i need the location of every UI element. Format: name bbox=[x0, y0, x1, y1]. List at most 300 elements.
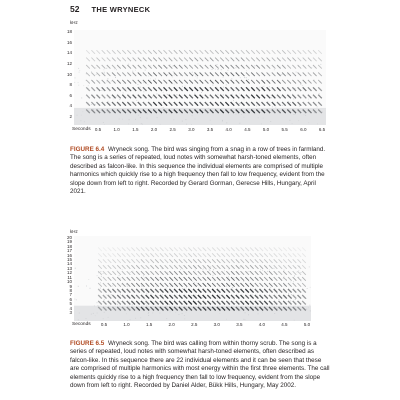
noise-speck bbox=[259, 91, 260, 92]
harmonic-stroke bbox=[236, 259, 240, 263]
harmonic-stroke bbox=[264, 253, 268, 257]
harmonic-stroke bbox=[165, 301, 169, 305]
harmonic-stroke bbox=[236, 95, 240, 99]
harmonic-stroke bbox=[150, 253, 154, 257]
harmonic-stroke bbox=[318, 95, 322, 99]
harmonic-stroke bbox=[272, 65, 276, 69]
noise-speck bbox=[302, 85, 303, 86]
noise-speck bbox=[272, 305, 273, 306]
harmonic-stroke bbox=[288, 259, 292, 263]
harmonic-stroke bbox=[279, 271, 283, 275]
noise-speck bbox=[127, 286, 128, 287]
harmonic-stroke bbox=[160, 295, 164, 299]
harmonic-stroke bbox=[200, 80, 204, 84]
harmonic-stroke bbox=[155, 283, 159, 287]
harmonic-stroke bbox=[264, 295, 268, 299]
song-element bbox=[158, 50, 162, 113]
x-tick-label: 2.0 bbox=[150, 127, 158, 132]
noise-speck bbox=[281, 74, 282, 75]
harmonic-stroke bbox=[189, 58, 193, 62]
harmonic-stroke bbox=[98, 265, 102, 269]
harmonic-stroke bbox=[141, 277, 145, 281]
harmonic-stroke bbox=[136, 283, 140, 287]
harmonic-stroke bbox=[287, 87, 291, 91]
noise-speck bbox=[173, 84, 174, 85]
harmonic-stroke bbox=[241, 247, 245, 251]
harmonic-stroke bbox=[117, 65, 121, 69]
noise-speck bbox=[118, 300, 119, 301]
noise-speck bbox=[269, 269, 270, 270]
harmonic-stroke bbox=[198, 295, 202, 299]
noise-speck bbox=[309, 266, 310, 267]
harmonic-stroke bbox=[179, 259, 183, 263]
song-element bbox=[277, 50, 281, 113]
noise-speck bbox=[284, 270, 285, 271]
y-tick-label: 14 bbox=[66, 261, 72, 267]
harmonic-stroke bbox=[260, 289, 264, 293]
harmonic-stroke bbox=[241, 283, 245, 287]
harmonic-stroke bbox=[226, 295, 230, 299]
harmonic-stroke bbox=[148, 95, 152, 99]
noise-speck bbox=[282, 74, 283, 75]
harmonic-stroke bbox=[262, 50, 266, 54]
noise-speck bbox=[155, 79, 156, 80]
harmonic-stroke bbox=[146, 271, 150, 275]
song-element bbox=[279, 247, 283, 310]
noise-speck bbox=[182, 288, 183, 289]
harmonic-stroke bbox=[302, 271, 306, 275]
harmonic-stroke bbox=[179, 295, 183, 299]
x-tick-label: 2.5 bbox=[169, 127, 176, 132]
harmonic-stroke bbox=[298, 265, 302, 269]
noise-speck bbox=[287, 74, 288, 75]
harmonic-stroke bbox=[215, 102, 219, 106]
harmonic-stroke bbox=[179, 265, 183, 269]
harmonic-stroke bbox=[292, 73, 296, 77]
harmonic-stroke bbox=[241, 259, 245, 263]
harmonic-stroke bbox=[313, 73, 317, 77]
harmonic-stroke bbox=[138, 102, 142, 106]
harmonic-stroke bbox=[169, 271, 173, 275]
harmonic-stroke bbox=[174, 259, 178, 263]
harmonic-stroke bbox=[287, 95, 291, 99]
harmonic-stroke bbox=[179, 283, 183, 287]
harmonic-stroke bbox=[112, 65, 116, 69]
harmonic-stroke bbox=[313, 50, 317, 54]
harmonic-stroke bbox=[195, 102, 199, 106]
harmonic-stroke bbox=[174, 283, 178, 287]
harmonic-stroke bbox=[308, 50, 312, 54]
noise-speck bbox=[267, 271, 268, 272]
noise-speck bbox=[186, 287, 187, 288]
harmonic-stroke bbox=[269, 295, 273, 299]
harmonic-stroke bbox=[150, 301, 154, 305]
noise-speck bbox=[202, 297, 203, 298]
harmonic-stroke bbox=[288, 295, 292, 299]
noise-speck bbox=[217, 298, 218, 299]
harmonic-stroke bbox=[220, 58, 224, 62]
harmonic-stroke bbox=[210, 65, 214, 69]
noise-speck bbox=[104, 72, 105, 73]
song-element bbox=[117, 50, 121, 113]
noise-speck bbox=[191, 295, 192, 296]
harmonic-stroke bbox=[97, 102, 101, 106]
harmonic-stroke bbox=[127, 295, 131, 299]
harmonic-stroke bbox=[174, 289, 178, 293]
noise-speck bbox=[147, 84, 148, 85]
harmonic-stroke bbox=[200, 95, 204, 99]
noise-speck bbox=[74, 299, 75, 300]
harmonic-stroke bbox=[198, 259, 202, 263]
harmonic-stroke bbox=[205, 73, 209, 77]
x-axis-label: Seconds bbox=[72, 322, 91, 327]
harmonic-stroke bbox=[225, 87, 229, 91]
harmonic-stroke bbox=[282, 58, 286, 62]
noise-speck bbox=[290, 301, 291, 302]
song-element bbox=[131, 247, 135, 310]
noise-speck bbox=[185, 86, 186, 87]
noise-speck bbox=[83, 85, 84, 86]
harmonic-stroke bbox=[146, 301, 150, 305]
harmonic-stroke bbox=[193, 271, 197, 275]
noise-speck bbox=[146, 293, 147, 294]
noise-speck bbox=[195, 76, 196, 77]
harmonic-stroke bbox=[298, 80, 302, 84]
harmonic-stroke bbox=[245, 295, 249, 299]
harmonic-stroke bbox=[155, 301, 159, 305]
harmonic-stroke bbox=[274, 253, 278, 257]
noise-speck bbox=[78, 82, 79, 83]
harmonic-stroke bbox=[200, 102, 204, 106]
harmonic-stroke bbox=[169, 65, 173, 69]
harmonic-stroke bbox=[160, 283, 164, 287]
harmonic-stroke bbox=[103, 247, 107, 251]
noise-speck bbox=[148, 76, 149, 77]
harmonic-stroke bbox=[174, 65, 178, 69]
harmonic-stroke bbox=[203, 253, 207, 257]
harmonic-stroke bbox=[203, 289, 207, 293]
harmonic-stroke bbox=[251, 73, 255, 77]
noise-speck bbox=[209, 269, 210, 270]
song-element bbox=[302, 247, 306, 310]
y-tick-label: 10 bbox=[66, 71, 72, 77]
y-tick-label: 12 bbox=[66, 270, 72, 276]
harmonic-stroke bbox=[308, 95, 312, 99]
harmonic-stroke bbox=[112, 277, 116, 281]
y-tick-label: 13 bbox=[66, 265, 72, 271]
harmonic-stroke bbox=[251, 95, 255, 99]
noise-speck bbox=[104, 299, 105, 300]
noise-speck bbox=[75, 268, 76, 269]
harmonic-stroke bbox=[155, 247, 159, 251]
harmonic-stroke bbox=[108, 277, 112, 281]
harmonic-stroke bbox=[298, 289, 302, 293]
harmonic-stroke bbox=[260, 283, 264, 287]
harmonic-stroke bbox=[198, 253, 202, 257]
harmonic-stroke bbox=[146, 283, 150, 287]
song-element bbox=[203, 247, 207, 310]
noise-speck bbox=[301, 272, 302, 273]
song-element bbox=[303, 50, 307, 113]
noise-speck bbox=[170, 64, 171, 65]
harmonic-stroke bbox=[292, 87, 296, 91]
harmonic-stroke bbox=[127, 271, 131, 275]
harmonic-stroke bbox=[303, 102, 307, 106]
figure-number: FIGURE 6.4 bbox=[70, 146, 105, 153]
song-element bbox=[274, 247, 278, 310]
harmonic-stroke bbox=[246, 80, 250, 84]
harmonic-stroke bbox=[318, 65, 322, 69]
harmonic-stroke bbox=[174, 265, 178, 269]
harmonic-stroke bbox=[108, 295, 112, 299]
harmonic-stroke bbox=[127, 87, 131, 91]
noise-speck bbox=[224, 270, 225, 271]
noise-speck bbox=[79, 70, 80, 71]
harmonic-stroke bbox=[212, 283, 216, 287]
noise-speck bbox=[88, 279, 89, 280]
noise-speck bbox=[213, 269, 214, 270]
noise-speck bbox=[103, 273, 104, 274]
noise-speck bbox=[170, 286, 171, 287]
noise-speck bbox=[223, 94, 224, 95]
harmonic-stroke bbox=[155, 265, 159, 269]
harmonic-stroke bbox=[205, 80, 209, 84]
harmonic-stroke bbox=[189, 50, 193, 54]
noise-speck bbox=[293, 98, 294, 99]
harmonic-stroke bbox=[274, 247, 278, 251]
harmonic-stroke bbox=[133, 65, 137, 69]
noise-speck bbox=[163, 299, 164, 300]
noise-speck bbox=[184, 305, 185, 306]
harmonic-stroke bbox=[302, 253, 306, 257]
x-tick-label: 6.5 bbox=[318, 127, 326, 132]
song-element bbox=[153, 50, 157, 113]
harmonic-stroke bbox=[236, 265, 240, 269]
harmonic-stroke bbox=[122, 58, 126, 62]
harmonic-stroke bbox=[272, 80, 276, 84]
harmonic-stroke bbox=[189, 87, 193, 91]
noise-speck bbox=[78, 85, 79, 86]
harmonic-stroke bbox=[318, 87, 322, 91]
harmonic-stroke bbox=[212, 295, 216, 299]
y-tick-label: 12 bbox=[66, 60, 72, 66]
harmonic-stroke bbox=[91, 65, 95, 69]
song-element bbox=[231, 50, 235, 113]
harmonic-stroke bbox=[198, 271, 202, 275]
harmonic-stroke bbox=[102, 80, 106, 84]
harmonic-stroke bbox=[222, 265, 226, 269]
song-element bbox=[225, 50, 229, 113]
harmonic-stroke bbox=[231, 102, 235, 106]
noise-speck bbox=[150, 78, 151, 79]
harmonic-stroke bbox=[292, 65, 296, 69]
noise-speck bbox=[234, 299, 235, 300]
harmonic-stroke bbox=[158, 50, 162, 54]
noise-speck bbox=[274, 69, 275, 70]
noise-speck bbox=[169, 304, 170, 305]
y-tick-label: 14 bbox=[66, 50, 72, 56]
harmonic-stroke bbox=[236, 253, 240, 257]
harmonic-stroke bbox=[131, 271, 135, 275]
song-element bbox=[198, 247, 202, 310]
harmonic-stroke bbox=[112, 80, 116, 84]
harmonic-stroke bbox=[112, 73, 116, 77]
harmonic-stroke bbox=[282, 80, 286, 84]
harmonic-stroke bbox=[141, 289, 145, 293]
harmonic-stroke bbox=[210, 73, 214, 77]
song-element bbox=[165, 247, 169, 310]
harmonic-stroke bbox=[146, 277, 150, 281]
noise-speck bbox=[234, 284, 235, 285]
harmonic-stroke bbox=[148, 50, 152, 54]
noise-speck bbox=[115, 77, 116, 78]
harmonic-stroke bbox=[303, 95, 307, 99]
noise-speck bbox=[270, 287, 271, 288]
harmonic-stroke bbox=[112, 247, 116, 251]
noise-speck bbox=[141, 285, 142, 286]
harmonic-stroke bbox=[245, 253, 249, 257]
harmonic-stroke bbox=[169, 301, 173, 305]
noise-speck bbox=[106, 294, 107, 295]
harmonic-stroke bbox=[282, 65, 286, 69]
harmonic-stroke bbox=[260, 259, 264, 263]
harmonic-stroke bbox=[138, 58, 142, 62]
harmonic-stroke bbox=[153, 73, 157, 77]
harmonic-stroke bbox=[169, 253, 173, 257]
harmonic-stroke bbox=[241, 73, 245, 77]
harmonic-stroke bbox=[246, 50, 250, 54]
noise-speck bbox=[254, 65, 255, 66]
song-element bbox=[112, 247, 116, 310]
harmonic-stroke bbox=[288, 253, 292, 257]
harmonic-stroke bbox=[184, 265, 188, 269]
harmonic-stroke bbox=[207, 271, 211, 275]
song-element bbox=[102, 50, 106, 113]
noise-speck bbox=[320, 64, 321, 65]
harmonic-stroke bbox=[269, 259, 273, 263]
harmonic-stroke bbox=[236, 58, 240, 62]
harmonic-stroke bbox=[136, 271, 140, 275]
noise-speck bbox=[246, 77, 247, 78]
harmonic-stroke bbox=[143, 50, 147, 54]
harmonic-stroke bbox=[264, 283, 268, 287]
noise-speck bbox=[161, 103, 162, 104]
harmonic-stroke bbox=[251, 65, 255, 69]
noise-speck bbox=[249, 271, 250, 272]
harmonic-stroke bbox=[298, 247, 302, 251]
harmonic-stroke bbox=[231, 65, 235, 69]
noise-speck bbox=[126, 284, 127, 285]
harmonic-stroke bbox=[193, 277, 197, 281]
harmonic-stroke bbox=[203, 295, 207, 299]
harmonic-stroke bbox=[193, 283, 197, 287]
harmonic-stroke bbox=[217, 301, 221, 305]
harmonic-stroke bbox=[298, 58, 302, 62]
harmonic-stroke bbox=[122, 65, 126, 69]
harmonic-stroke bbox=[143, 102, 147, 106]
harmonic-stroke bbox=[256, 50, 260, 54]
harmonic-stroke bbox=[251, 58, 255, 62]
harmonic-stroke bbox=[150, 247, 154, 251]
noise-speck bbox=[107, 78, 108, 79]
noise-speck bbox=[194, 282, 195, 283]
noise-speck bbox=[173, 71, 174, 72]
noise-speck bbox=[218, 94, 219, 95]
y-tick-label: 16 bbox=[66, 39, 72, 45]
noise-speck bbox=[128, 64, 129, 65]
song-element bbox=[146, 247, 150, 310]
harmonic-stroke bbox=[225, 65, 229, 69]
harmonic-stroke bbox=[279, 259, 283, 263]
harmonic-stroke bbox=[205, 87, 209, 91]
harmonic-stroke bbox=[308, 102, 312, 106]
harmonic-stroke bbox=[226, 289, 230, 293]
noise-speck bbox=[103, 90, 104, 91]
harmonic-stroke bbox=[195, 80, 199, 84]
harmonic-stroke bbox=[269, 247, 273, 251]
harmonic-stroke bbox=[279, 295, 283, 299]
noise-speck bbox=[193, 74, 194, 75]
harmonic-stroke bbox=[122, 283, 126, 287]
harmonic-stroke bbox=[112, 102, 116, 106]
noise-speck bbox=[106, 81, 107, 82]
caption-text: Wryneck song. The bird was calling from within thorny scrub. The song is a series of repeated, loud notes with somewhat harsh-toned elements, often described as falcon-like. In this sequence there are 22 individual elements and it can be seen that these are comprised of multiple harmonics with most energy within the first three elements. The call elements quickly rise to a high frequency then fall to low frequency, evident from the slope down from left to right. Recorded by Daniel Alder, Bükk Hills, Hungary, May 2002. bbox=[70, 340, 330, 390]
harmonic-stroke bbox=[292, 50, 296, 54]
song-element bbox=[122, 50, 126, 113]
noise-speck bbox=[100, 282, 101, 283]
harmonic-stroke bbox=[122, 102, 126, 106]
harmonic-stroke bbox=[246, 102, 250, 106]
harmonic-stroke bbox=[131, 295, 135, 299]
x-tick-label: 4.0 bbox=[258, 322, 265, 327]
harmonic-stroke bbox=[226, 259, 230, 263]
noise-speck bbox=[132, 71, 133, 72]
harmonic-stroke bbox=[138, 87, 142, 91]
noise-speck bbox=[119, 99, 120, 100]
harmonic-stroke bbox=[231, 80, 235, 84]
noise-speck bbox=[88, 85, 89, 86]
harmonic-stroke bbox=[108, 247, 112, 251]
harmonic-stroke bbox=[169, 102, 173, 106]
harmonic-stroke bbox=[179, 80, 183, 84]
harmonic-stroke bbox=[143, 73, 147, 77]
noise-speck bbox=[117, 304, 118, 305]
harmonic-stroke bbox=[264, 265, 268, 269]
harmonic-stroke bbox=[222, 271, 226, 275]
x-tick-label: 4.5 bbox=[281, 322, 288, 327]
y-tick-label: 16 bbox=[66, 252, 72, 258]
harmonic-stroke bbox=[279, 277, 283, 281]
noise-speck bbox=[227, 70, 228, 71]
noise-speck bbox=[75, 77, 76, 78]
song-element bbox=[148, 50, 152, 113]
y-axis-unit: kHz bbox=[70, 20, 78, 25]
harmonic-stroke bbox=[103, 265, 107, 269]
harmonic-stroke bbox=[293, 247, 297, 251]
harmonic-stroke bbox=[112, 301, 116, 305]
harmonic-stroke bbox=[169, 50, 173, 54]
harmonic-stroke bbox=[164, 73, 168, 77]
harmonic-stroke bbox=[164, 102, 168, 106]
harmonic-stroke bbox=[246, 73, 250, 77]
harmonic-stroke bbox=[255, 277, 259, 281]
noise-speck bbox=[235, 67, 236, 68]
harmonic-stroke bbox=[303, 65, 307, 69]
harmonic-stroke bbox=[136, 301, 140, 305]
harmonic-stroke bbox=[298, 277, 302, 281]
harmonic-stroke bbox=[251, 50, 255, 54]
harmonic-stroke bbox=[108, 289, 112, 293]
